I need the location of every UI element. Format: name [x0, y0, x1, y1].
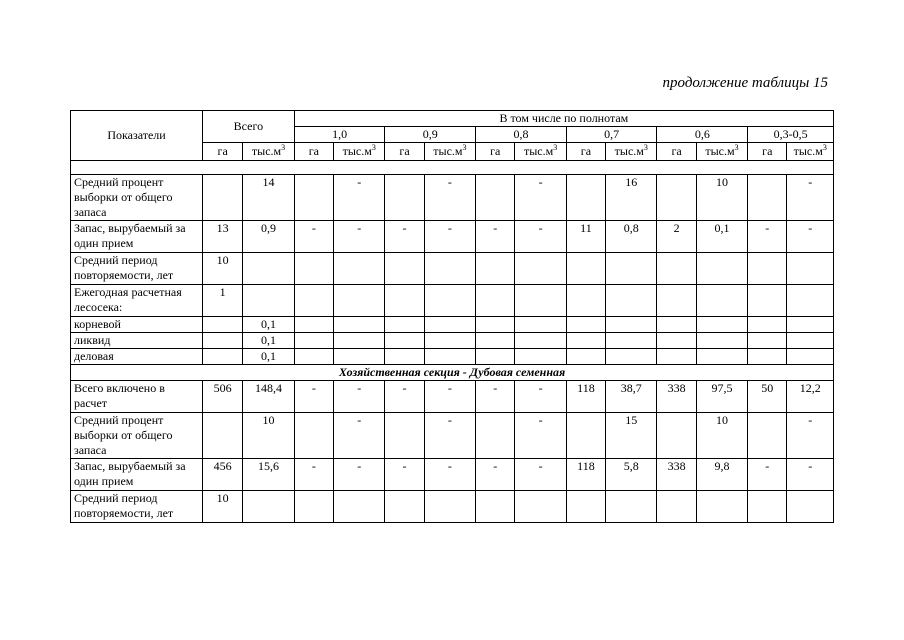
table-cell: [515, 285, 566, 317]
table-cell: [294, 491, 333, 523]
table-cell: [657, 175, 696, 221]
table-cell: -: [385, 381, 424, 413]
table-cell: [748, 175, 787, 221]
table-cell: -: [424, 413, 475, 459]
header-unit-volume: $тыс.м^3$: [334, 143, 385, 161]
row-label: Средний процент выборки от общего запаса: [71, 413, 203, 459]
table-cell: 15,6: [243, 459, 294, 491]
table-row: [71, 459, 834, 491]
table-cell: [203, 333, 243, 349]
table-cell: 148,4: [243, 381, 294, 413]
table-cell: 338: [657, 381, 696, 413]
table-cell: [748, 285, 787, 317]
table-cell: [748, 333, 787, 349]
table-cell: 118: [566, 381, 605, 413]
header-total: Всего: [203, 111, 295, 143]
row-label: Средний период повторяемости, лет: [71, 253, 203, 285]
table-cell: [424, 333, 475, 349]
table-cell: [203, 317, 243, 333]
header-unit-ha: га: [476, 143, 515, 161]
row-label: Средний период повторяемости, лет: [71, 491, 203, 523]
section-title: Хозяйственная секция - Дубовая семенная: [71, 365, 834, 381]
table-cell: -: [515, 459, 566, 491]
table-cell: [385, 333, 424, 349]
table-cell: [243, 285, 294, 317]
section-row: [71, 365, 834, 381]
table-cell: [787, 253, 834, 285]
header-unit-volume: $тыс.м^3$: [787, 143, 834, 161]
table-cell: [606, 317, 657, 333]
table-row: [71, 349, 834, 365]
table-cell: [203, 175, 243, 221]
table-cell: 0,8: [606, 221, 657, 253]
table-cell: [657, 349, 696, 365]
table-cell: 16: [606, 175, 657, 221]
table-cell: -: [515, 381, 566, 413]
table-cell: [385, 413, 424, 459]
table-cell: -: [424, 459, 475, 491]
table-cell: [787, 491, 834, 523]
table-row: [71, 285, 834, 317]
table-cell: -: [294, 459, 333, 491]
table-cell: [515, 317, 566, 333]
table-cell: [424, 253, 475, 285]
table-cell: [334, 317, 385, 333]
table-cell: [566, 317, 605, 333]
table-cell: [476, 285, 515, 317]
table-cell: 118: [566, 459, 605, 491]
table-cell: -: [748, 221, 787, 253]
table-cell: 9,8: [696, 459, 747, 491]
table-cell: [657, 317, 696, 333]
table-cell: [748, 253, 787, 285]
table-cell: [606, 333, 657, 349]
table-cell: -: [787, 221, 834, 253]
table-cell: [294, 317, 333, 333]
table-cell: [476, 333, 515, 349]
table-cell: [606, 285, 657, 317]
table-cell: [657, 253, 696, 285]
table-cell: [657, 333, 696, 349]
table-cell: [334, 285, 385, 317]
table-cell: [696, 333, 747, 349]
table-cell: [476, 175, 515, 221]
table-cell: [476, 349, 515, 365]
table-cell: [515, 253, 566, 285]
table-cell: [566, 175, 605, 221]
table-cell: -: [334, 175, 385, 221]
row-label: деловая: [71, 349, 203, 365]
table-cell: [566, 349, 605, 365]
table-cell: [476, 413, 515, 459]
table-cell: -: [476, 459, 515, 491]
row-label: ликвид: [71, 333, 203, 349]
forest-table: [70, 110, 834, 523]
header-density: 0,6: [657, 127, 748, 143]
row-label: Запас, вырубаемый за один прием: [71, 459, 203, 491]
table-cell: [294, 413, 333, 459]
table-cell: [787, 317, 834, 333]
header-unit-ha: га: [657, 143, 696, 161]
header-unit-ha: га: [385, 143, 424, 161]
table-cell: [385, 285, 424, 317]
table-cell: [294, 349, 333, 365]
table-cell: 0,1: [696, 221, 747, 253]
table-cell: 11: [566, 221, 605, 253]
row-label: Запас, вырубаемый за один прием: [71, 221, 203, 253]
header-density: 0,8: [476, 127, 567, 143]
table-cell: [515, 491, 566, 523]
table-cell: 1: [203, 285, 243, 317]
table-cell: [385, 491, 424, 523]
table-cell: 12,2: [787, 381, 834, 413]
table-cell: 38,7: [606, 381, 657, 413]
table-cell: [696, 491, 747, 523]
table-row: [71, 317, 834, 333]
table-cell: [566, 333, 605, 349]
table-cell: -: [787, 175, 834, 221]
table-cell: 50: [748, 381, 787, 413]
table-cell: [476, 491, 515, 523]
table-cell: -: [294, 381, 333, 413]
table-cell: -: [476, 221, 515, 253]
table-row: [71, 221, 834, 253]
header-unit-ha: га: [294, 143, 333, 161]
table-cell: [294, 175, 333, 221]
table-caption: продолжение таблицы 15: [662, 75, 828, 91]
table-cell: 2: [657, 221, 696, 253]
header-density: 0,7: [566, 127, 657, 143]
table-cell: [748, 349, 787, 365]
table-cell: [424, 491, 475, 523]
table-cell: [787, 349, 834, 365]
table-cell: -: [476, 381, 515, 413]
table-cell: [606, 349, 657, 365]
table-body: [71, 161, 834, 523]
table-cell: 0,9: [243, 221, 294, 253]
header-unit-ha: га: [748, 143, 787, 161]
header-unit-volume: $тыс.м^3$: [696, 143, 747, 161]
table-cell: [696, 253, 747, 285]
table-cell: -: [748, 459, 787, 491]
header-unit-volume: $тыс.м^3$: [606, 143, 657, 161]
table-cell: [787, 285, 834, 317]
table-cell: 338: [657, 459, 696, 491]
table-cell: [657, 413, 696, 459]
table-cell: [203, 413, 243, 459]
table-row: [71, 253, 834, 285]
header-density: 0,9: [385, 127, 476, 143]
table-cell: [476, 253, 515, 285]
table-cell: -: [515, 221, 566, 253]
table-cell: [424, 317, 475, 333]
table-cell: -: [424, 381, 475, 413]
table-cell: [696, 285, 747, 317]
table-cell: 10: [203, 491, 243, 523]
table-cell: [748, 413, 787, 459]
table-cell: 0,1: [243, 349, 294, 365]
table-cell: [294, 333, 333, 349]
table-cell: 506: [203, 381, 243, 413]
table-cell: -: [334, 381, 385, 413]
table-cell: -: [294, 221, 333, 253]
table-cell: 0,1: [243, 333, 294, 349]
table-cell: [606, 253, 657, 285]
table-cell: [334, 349, 385, 365]
table-cell: [334, 253, 385, 285]
table-cell: [243, 491, 294, 523]
table-row: [71, 175, 834, 221]
table-cell: [385, 349, 424, 365]
table-cell: -: [787, 413, 834, 459]
table-cell: [748, 491, 787, 523]
header-density: 1,0: [294, 127, 385, 143]
table-cell: [424, 349, 475, 365]
table-cell: [294, 285, 333, 317]
table-cell: -: [424, 221, 475, 253]
table-cell: -: [385, 221, 424, 253]
spacer-row: [71, 161, 834, 175]
table-cell: [566, 285, 605, 317]
table-cell: [476, 317, 515, 333]
table-cell: [566, 491, 605, 523]
table-cell: 97,5: [696, 381, 747, 413]
table-cell: [566, 413, 605, 459]
table-row: [71, 491, 834, 523]
table-cell: -: [515, 175, 566, 221]
table-cell: -: [515, 413, 566, 459]
header-group-title: В том числе по полнотам: [294, 111, 833, 127]
table-cell: [294, 253, 333, 285]
table-cell: 0,1: [243, 317, 294, 333]
table-cell: [385, 317, 424, 333]
row-label: Ежегодная расчетная лесосека:: [71, 285, 203, 317]
table-cell: [334, 491, 385, 523]
header-unit-volume: $тыс.м^3$: [424, 143, 475, 161]
table-cell: -: [334, 221, 385, 253]
table-cell: 5,8: [606, 459, 657, 491]
header-unit-ha: га: [566, 143, 605, 161]
table-cell: [385, 175, 424, 221]
row-label: корневой: [71, 317, 203, 333]
table-cell: [424, 285, 475, 317]
table-cell: [657, 285, 696, 317]
table-cell: [334, 333, 385, 349]
header-unit-ha: га: [203, 143, 243, 161]
table-cell: 10: [203, 253, 243, 285]
header-density: 0,3-0,5: [748, 127, 834, 143]
table-header: [71, 111, 834, 161]
row-label: Средний процент выборки от общего запаса: [71, 175, 203, 221]
table-cell: [566, 253, 605, 285]
header-indicators: Показатели: [71, 111, 203, 161]
table-cell: [515, 333, 566, 349]
table-cell: [606, 491, 657, 523]
header-unit-volume: $тыс.м^3$: [515, 143, 566, 161]
table-cell: -: [787, 459, 834, 491]
table-cell: [203, 349, 243, 365]
table-cell: [515, 349, 566, 365]
table-cell: -: [334, 459, 385, 491]
table-cell: 13: [203, 221, 243, 253]
table-cell: [243, 253, 294, 285]
table-cell: 456: [203, 459, 243, 491]
table-cell: 10: [243, 413, 294, 459]
table-cell: 15: [606, 413, 657, 459]
table-cell: [748, 317, 787, 333]
table-cell: [385, 253, 424, 285]
table-row: [71, 413, 834, 459]
table-cell: -: [334, 413, 385, 459]
table-cell: 14: [243, 175, 294, 221]
header-unit-volume: $тыс.м^3$: [243, 143, 294, 161]
table-cell: [657, 491, 696, 523]
table-cell: [787, 333, 834, 349]
table-row: [71, 333, 834, 349]
table-row: [71, 381, 834, 413]
table-cell: 10: [696, 175, 747, 221]
table-cell: [696, 349, 747, 365]
table-cell: [696, 317, 747, 333]
row-label: Всего включено в расчет: [71, 381, 203, 413]
table-cell: -: [385, 459, 424, 491]
table-cell: -: [424, 175, 475, 221]
table-cell: 10: [696, 413, 747, 459]
